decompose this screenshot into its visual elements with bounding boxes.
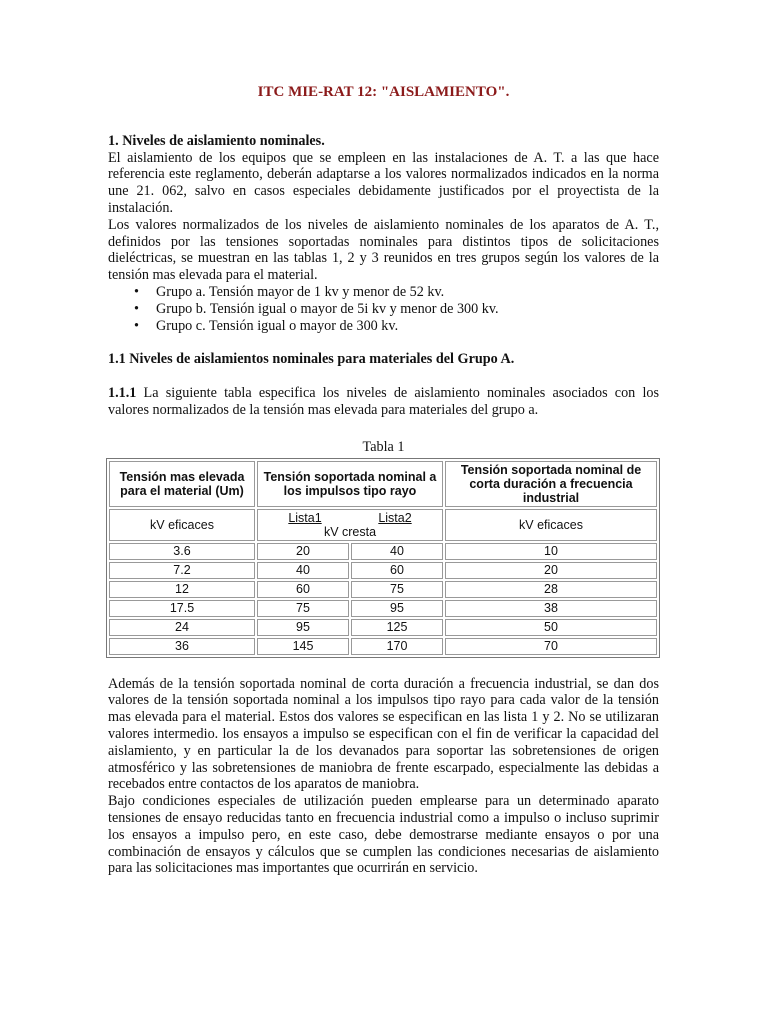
cell-freq: 10 [445,543,657,560]
section-heading-1: 1. Niveles de aislamiento nominales. [108,132,325,149]
group-list [108,284,659,334]
cell-lista2: 60 [351,562,443,579]
section11-paragraph: 1.1.1 La siguiente tabla especifica los niveles de aislamiento nominales asociados con los valores normalizados de la tensión mas elevada para materiales del grupo a. [108,385,659,418]
cell-um: 3.6 [109,543,255,560]
cell-lista2: 170 [351,638,443,655]
table-header-row [109,461,657,507]
bullet-icon: • [134,317,139,334]
after-paragraph-2: Bajo condiciones especiales de utilización pueden emplearse para un determinado aparato tensiones de ensayo reducidas tanto en frecuencia industrial como a impulso o incluso suprimir los ensayos a impulso pero, en este caso, debe demostrarse mediante ensayos o por una combinación de ensayos y cálculos que se cumplen las condiciones necesarias de aislamiento para las solicitaciones mas importantes que ocurrirán en servicio. [108,793,659,877]
cell-lista1: 145 [257,638,349,655]
cell-um: 17.5 [109,600,255,617]
cell-freq: 70 [445,638,657,655]
unit-col3: kV eficaces [445,509,657,541]
section1-paragraph-1: El aislamiento de los equipos que se empleen en las instalaciones de A. T. a las que hace referencia este reglamento, deberán adaptarse a los valores normalizados indicados en la norma une 21. 062, salvo en casos especiales debidamente justificados por el proyectista de la instalación. [108,149,659,216]
table-row [109,600,657,617]
cell-lista2: 40 [351,543,443,560]
cell-lista1: 75 [257,600,349,617]
insulation-table [106,458,660,658]
document-title: ITC MIE-RAT 12: "AISLAMIENTO". [257,84,510,100]
cell-lista1: 95 [257,619,349,636]
cell-lista2: 95 [351,600,443,617]
cell-freq: 50 [445,619,657,636]
table-row [109,543,657,560]
kv-cresta-label: kV cresta [323,524,377,539]
unit-col2 [257,509,443,541]
cell-freq: 38 [445,600,657,617]
cell-lista1: 20 [257,543,349,560]
header-power-frequency: Tensión soportada nominal de corta duración a frecuencia industrial [445,461,657,507]
subsection-number: 1.1.1 [108,385,137,402]
cell-freq: 28 [445,581,657,598]
lista1-label: Lista1 [288,510,322,525]
bullet-icon: • [134,283,139,300]
unit-col1: kV eficaces [109,509,255,541]
table-units-row [109,509,657,541]
list-item: • Grupo b. Tensión igual o mayor de 5i kv y menor de 300 kv. [134,300,499,317]
table-row [109,562,657,579]
table-row [109,638,657,655]
cell-um: 7.2 [109,562,255,579]
cell-um: 24 [109,619,255,636]
header-max-voltage: Tensión mas elevada para el material (Um) [109,461,255,507]
after-paragraph-1: Además de la tensión soportada nominal de corta duración a frecuencia industrial, se dan dos valores de la tensión soportada nominal a los impulsos tipo rayo para cada valor de la tensión mas elevada para el material. Estos dos valores se especifican en las lista 1 y 2. No se utilizaran valores intermedio. los ensayos a impulso se especifican con el fin de verificar la capacidad del aislamiento, y en particular la de los devanados para soportar las sobretensiones de origen atmosférico y las sobretensiones de maniobra de frente escarpado, especialmente las debidas a recebados entre contactos de los aparatos de maniobra. [108,675,659,793]
list-item: • Grupo a. Tensión mayor de 1 kv y menor de 52 kv. [134,283,445,300]
cell-lista2: 125 [351,619,443,636]
section-heading-1-1: 1.1 Niveles de aislamientos nominales para materiales del Grupo A. [108,351,515,368]
document-page [108,84,659,877]
bullet-icon: • [134,300,139,317]
cell-lista1: 40 [257,562,349,579]
table-row [109,619,657,636]
header-lightning-impulse: Tensión soportada nominal a los impulsos tipo rayo [257,461,443,507]
lista2-label: Lista2 [378,510,412,525]
table-caption: Tabla 1 [362,438,405,455]
table-row [109,581,657,598]
cell-lista1: 60 [257,581,349,598]
cell-freq: 20 [445,562,657,579]
cell-lista2: 75 [351,581,443,598]
section1-paragraph-2: Los valores normalizados de los niveles de aislamiento nominales de los aparatos de A. T., definidos por las tensiones soportadas nominales para distintos tipos de solicitaciones dieléctricas, se muestran en las tablas 1, 2 y 3 reunidos en tres grupos según los valores de la tensión mas elevada para el material. [108,216,659,284]
cell-um: 36 [109,638,255,655]
cell-um: 12 [109,581,255,598]
list-item: • Grupo c. Tensión igual o mayor de 300 kv. [134,317,399,334]
